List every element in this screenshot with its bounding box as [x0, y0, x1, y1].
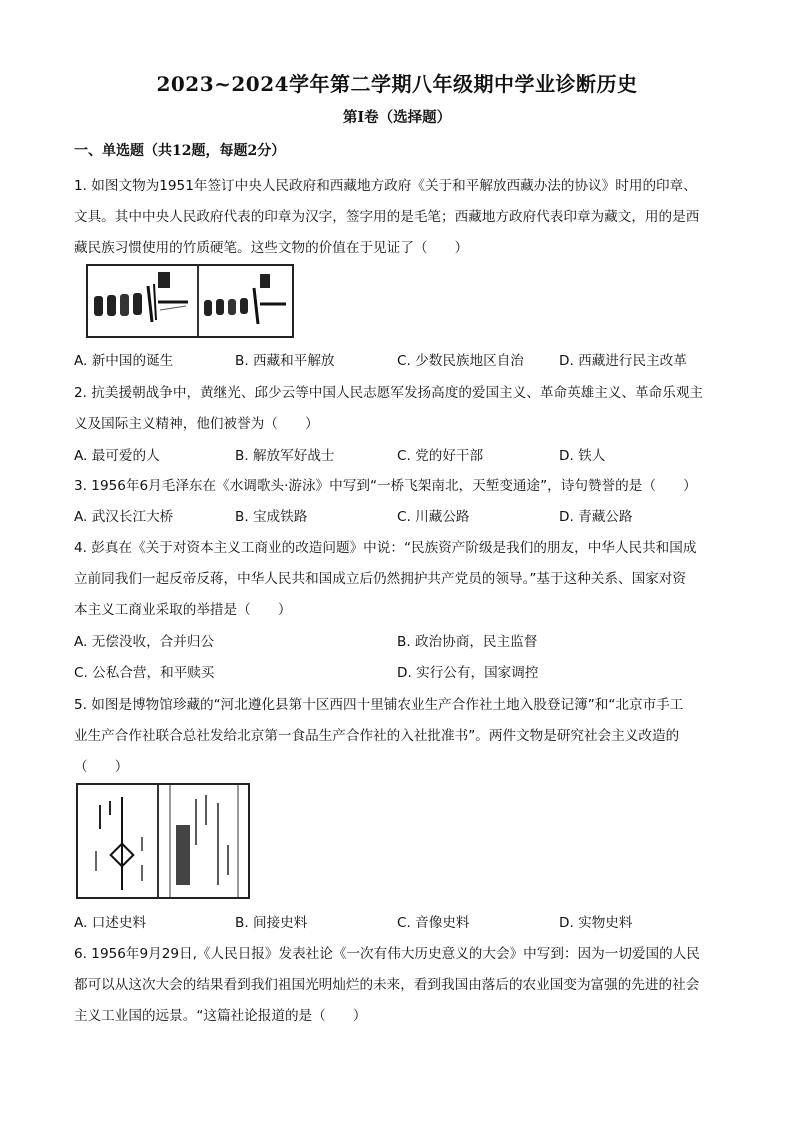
q2-line-2: 义及国际主义精神，他们被誉为（ ） — [74, 416, 319, 432]
q1-option-a[interactable]: A. 新中国的诞生 — [74, 353, 174, 369]
seals-and-brushes-image — [88, 266, 292, 336]
q3-option-b[interactable]: B. 宝成铁路 — [235, 509, 308, 525]
q3-option-d[interactable]: D. 青藏公路 — [559, 509, 633, 525]
q4-option-a[interactable]: A. 无偿没收，合并归公 — [74, 634, 215, 650]
q4-option-c[interactable]: C. 公私合营，和平赎买 — [74, 665, 215, 681]
q1-line-1: 1. 如图文物为1951年签订中央人民政府和西藏地方政府《关于和平解放西藏办法的协议》时用的印章、 — [74, 178, 697, 194]
q6-line-3: 主义工业国的远景。“这篇社论报道的是（ ） — [74, 1008, 367, 1024]
registration-documents-image — [78, 785, 248, 897]
q5-option-b[interactable]: B. 间接史料 — [235, 915, 308, 931]
q4-line-1: 4. 彭真在《关于对资本主义工商业的改造问题》中说：“民族资产阶级是我们的朋友，中华人民共和国成 — [74, 540, 697, 556]
q5-option-c[interactable]: C. 音像史料 — [397, 915, 470, 931]
q2-line-1: 2. 抗美援朝战争中，黄继光、邱少云等中国人民志愿军发扬高度的爱国主义、革命英雄主义、革命乐观主 — [74, 385, 704, 401]
q6-line-2: 都可以从这次大会的结果看到我们祖国光明灿烂的未来，看到我国由落后的农业国变为富强的先进的社会 — [74, 977, 700, 993]
q4-line-2: 立前同我们一起反帝反蒋，中华人民共和国成立后仍然拥护共产党员的领导。”基于这种关系、国家对资 — [74, 571, 686, 587]
q1-line-3: 藏民族习惯使用的竹质硬笔。这些文物的价值在于见证了（ ） — [74, 240, 469, 256]
q1-option-b[interactable]: B. 西藏和平解放 — [235, 353, 335, 369]
q2-option-a[interactable]: A. 最可爱的人 — [74, 448, 160, 464]
q2-option-c[interactable]: C. 党的好干部 — [397, 448, 484, 464]
q2-option-d[interactable]: D. 铁人 — [559, 448, 606, 464]
q4-option-b[interactable]: B. 政治协商，民主监督 — [397, 634, 538, 650]
q2-option-b[interactable]: B. 解放军好战士 — [235, 448, 335, 464]
q4-option-d[interactable]: D. 实行公有，国家调控 — [397, 665, 539, 681]
q6-line-1: 6. 1956年9月29日,《人民日报》发表社论《一次有伟大历史意义的大会》中写到：因为一切爱国的人民 — [74, 946, 700, 962]
q3-option-c[interactable]: C. 川藏公路 — [397, 509, 470, 525]
q1-line-2: 文具。其中中央人民政府代表的印章为汉字，签字用的是毛笔；西藏地方政府代表印章为藏文，用的是西 — [74, 209, 700, 225]
q5-option-a[interactable]: A. 口述史料 — [74, 915, 147, 931]
q3-line-1: 3. 1956年6月毛泽东在《水调歌头·游泳》中写到“一桥飞架南北，天堑变通途”，诗句赞誉的是（ ） — [74, 478, 697, 494]
exam-subtitle: 第Ⅰ卷（选择题） — [342, 109, 452, 126]
exam-title: 2023~2024学年第二学期八年级期中学业诊断历史 — [156, 72, 638, 96]
q1-option-c[interactable]: C. 少数民族地区自治 — [397, 353, 524, 369]
q3-option-a[interactable]: A. 武汉长江大桥 — [74, 509, 174, 525]
q5-line-1: 5. 如图是博物馆珍藏的“河北遵化县第十区西四十里铺农业生产合作社土地入股登记簿”和“北京市手工 — [74, 697, 684, 713]
q1-option-d[interactable]: D. 西藏进行民主改革 — [559, 353, 687, 369]
q4-line-3: 本主义工商业采取的举措是（ ） — [74, 602, 292, 618]
section-heading: 一、单选题（共12题，每题2分） — [74, 143, 286, 159]
q5-document-figure — [76, 783, 250, 899]
q5-line-3: （ ） — [74, 759, 129, 775]
q5-line-2: 业生产合作社联合总社发给北京第一食品生产合作社的入社批准书”。两件文物是研究社会主义改造的 — [74, 728, 680, 744]
q5-option-d[interactable]: D. 实物史料 — [559, 915, 633, 931]
q1-artifact-figure — [86, 264, 294, 338]
